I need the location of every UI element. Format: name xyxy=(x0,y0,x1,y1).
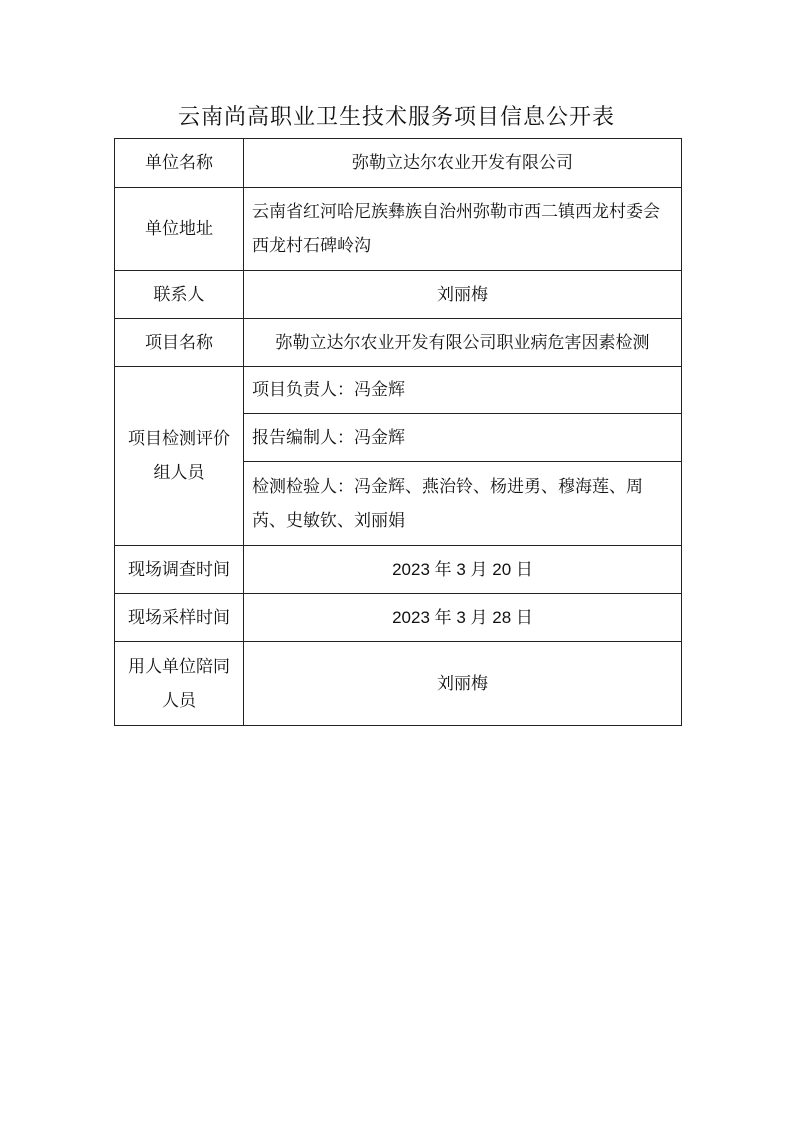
sampling-date-value: 2023 年 3 月 28 日 xyxy=(244,594,682,642)
evaluation-team-label: 项目检测评价组人员 xyxy=(115,367,244,546)
report-writer-value: 报告编制人：冯金辉 xyxy=(244,414,682,462)
table-row-project-name xyxy=(115,319,682,367)
table-row-team-leader xyxy=(115,367,682,414)
table-row-unit-name xyxy=(115,139,682,188)
unit-name-label: 单位名称 xyxy=(115,139,244,188)
team-leader-value: 项目负责人：冯金辉 xyxy=(244,367,682,414)
project-name-label: 项目名称 xyxy=(115,319,244,367)
unit-address-label: 单位地址 xyxy=(115,188,244,271)
inspectors-value: 检测检验人：冯金辉、燕治铃、杨进勇、穆海莲、周芮、史敏钦、刘丽娟 xyxy=(244,462,682,546)
page-title: 云南尚高职业卫生技术服务项目信息公开表 xyxy=(177,105,615,130)
table-row-unit-address xyxy=(115,188,682,271)
accompanying-label: 用人单位陪同人员 xyxy=(115,642,244,726)
table-row-accompanying xyxy=(115,642,682,726)
project-name-value: 弥勒立达尔农业开发有限公司职业病危害因素检测 xyxy=(244,319,682,367)
accompanying-value: 刘丽梅 xyxy=(244,642,682,726)
table-row-contact xyxy=(115,271,682,319)
sampling-date-label: 现场采样时间 xyxy=(115,594,244,642)
unit-name-value: 弥勒立达尔农业开发有限公司 xyxy=(244,139,682,188)
survey-date-value: 2023 年 3 月 20 日 xyxy=(244,546,682,594)
unit-address-value: 云南省红河哈尼族彝族自治州弥勒市西二镇西龙村委会西龙村石碑岭沟 xyxy=(244,188,682,271)
table-row-survey-date xyxy=(115,546,682,594)
survey-date-label: 现场调查时间 xyxy=(115,546,244,594)
info-table xyxy=(114,138,682,726)
contact-label: 联系人 xyxy=(115,271,244,319)
table-row-sampling-date xyxy=(115,594,682,642)
contact-value: 刘丽梅 xyxy=(244,271,682,319)
